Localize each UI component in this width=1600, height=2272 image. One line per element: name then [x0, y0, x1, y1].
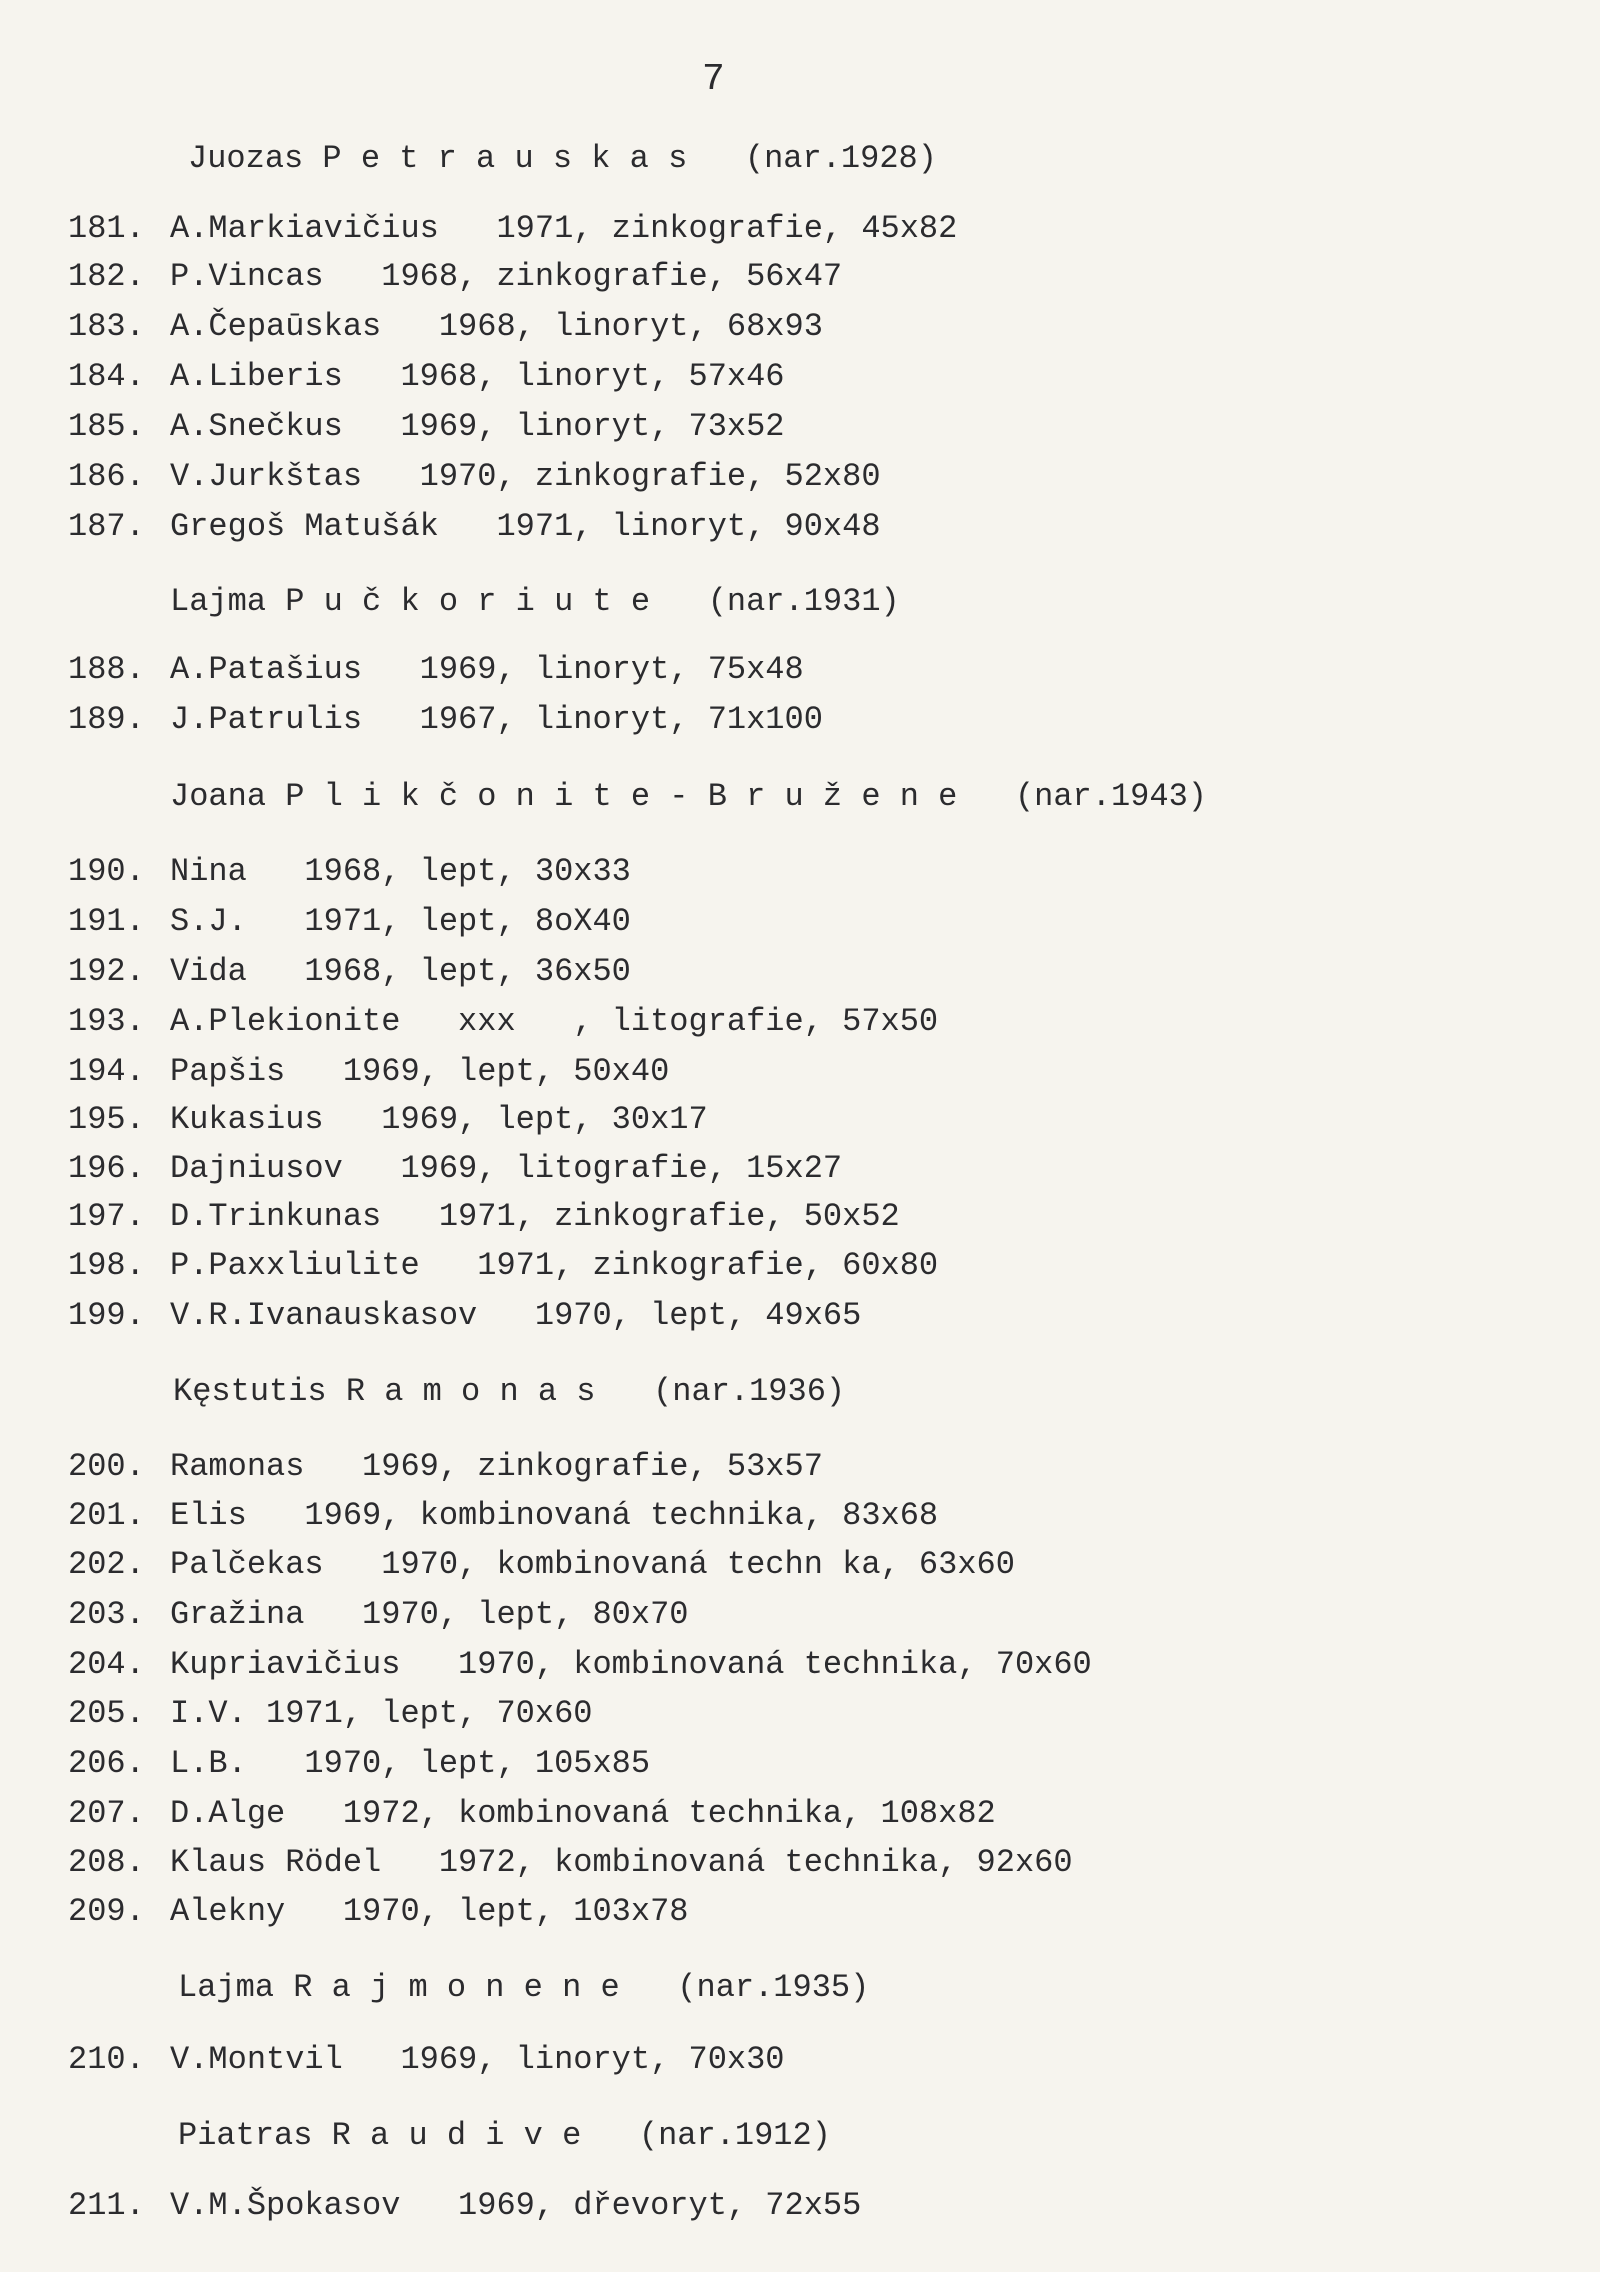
entry-number: 203.	[68, 1596, 145, 1633]
entry-number: 210.	[68, 2041, 145, 2078]
entry-text: Kupriavičius 1970, kombinovaná technika, 70x60	[170, 1646, 1092, 1683]
entry-text: A.Snečkus 1969, linoryt, 73x52	[170, 408, 785, 445]
entry-number: 211.	[68, 2187, 145, 2224]
author-heading: Juozas P e t r a u s k a s (nar.1928)	[188, 140, 937, 177]
entry-number: 182.	[68, 258, 145, 295]
entry-number: 181.	[68, 210, 145, 247]
entry-number: 197.	[68, 1198, 145, 1235]
entry-number: 204.	[68, 1646, 145, 1683]
entry-number: 209.	[68, 1893, 145, 1930]
entry-text: Dajniusov 1969, litografie, 15x27	[170, 1150, 843, 1187]
entry-text: Palčekas 1970, kombinovaná techn ka, 63x60	[170, 1546, 1015, 1583]
entry-text: L.B. 1970, lept, 105x85	[170, 1745, 651, 1782]
entry-text: Gregoš Matušák 1971, linoryt, 90x48	[170, 508, 881, 545]
entry-text: Nina 1968, lept, 30x33	[170, 853, 631, 890]
entry-number: 207.	[68, 1795, 145, 1832]
entry-number: 186.	[68, 458, 145, 495]
entry-text: V.Montvil 1969, linoryt, 70x30	[170, 2041, 785, 2078]
entry-text: Elis 1969, kombinovaná technika, 83x68	[170, 1497, 939, 1534]
entry-text: P.Paxxliulite 1971, zinkografie, 60x80	[170, 1247, 939, 1284]
entry-text: Vida 1968, lept, 36x50	[170, 953, 631, 990]
entry-text: A.Patašius 1969, linoryt, 75x48	[170, 651, 804, 688]
entry-text: S.J. 1971, lept, 8oX40	[170, 903, 631, 940]
entry-number: 184.	[68, 358, 145, 395]
entry-text: J.Patrulis 1967, linoryt, 71x100	[170, 701, 823, 738]
entry-text: D.Alge 1972, kombinovaná technika, 108x82	[170, 1795, 996, 1832]
entry-text: Alekny 1970, lept, 103x78	[170, 1893, 689, 1930]
entry-text: Klaus Rödel 1972, kombinovaná technika, 92x60	[170, 1844, 1073, 1881]
entry-number: 198.	[68, 1247, 145, 1284]
page-number: 7	[702, 58, 725, 101]
entry-number: 202.	[68, 1546, 145, 1583]
entry-number: 194.	[68, 1053, 145, 1090]
author-heading: Piatras R a u d i v e (nar.1912)	[178, 2117, 831, 2154]
entry-number: 189.	[68, 701, 145, 738]
entry-number: 188.	[68, 651, 145, 688]
entry-number: 205.	[68, 1695, 145, 1732]
entry-number: 199.	[68, 1297, 145, 1334]
entry-number: 187.	[68, 508, 145, 545]
entry-number: 193.	[68, 1003, 145, 1040]
entry-text: A.Markiavičius 1971, zinkografie, 45x82	[170, 210, 958, 247]
entry-text: V.R.Ivanauskasov 1970, lept, 49x65	[170, 1297, 862, 1334]
entry-number: 196.	[68, 1150, 145, 1187]
entry-text: A.Čepaūskas 1968, linoryt, 68x93	[170, 308, 823, 345]
entry-text: Ramonas 1969, zinkografie, 53x57	[170, 1448, 823, 1485]
entry-number: 183.	[68, 308, 145, 345]
entry-number: 192.	[68, 953, 145, 990]
entry-number: 201.	[68, 1497, 145, 1534]
entry-text: I.V. 1971, lept, 70x60	[170, 1695, 593, 1732]
entry-text: Kukasius 1969, lept, 30x17	[170, 1101, 708, 1138]
entry-number: 206.	[68, 1745, 145, 1782]
entry-number: 195.	[68, 1101, 145, 1138]
entry-text: V.Jurkštas 1970, zinkografie, 52x80	[170, 458, 881, 495]
entry-text: Papšis 1969, lept, 50x40	[170, 1053, 670, 1090]
entry-number: 190.	[68, 853, 145, 890]
entry-text: V.M.Špokasov 1969, dřevoryt, 72x55	[170, 2187, 862, 2224]
entry-number: 208.	[68, 1844, 145, 1881]
entry-text: A.Plekionite xxx , litografie, 57x50	[170, 1003, 939, 1040]
author-heading: Lajma R a j m o n e n e (nar.1935)	[178, 1969, 870, 2006]
entry-text: D.Trinkunas 1971, zinkografie, 50x52	[170, 1198, 900, 1235]
entry-text: A.Liberis 1968, linoryt, 57x46	[170, 358, 785, 395]
entry-number: 200.	[68, 1448, 145, 1485]
entry-number: 191.	[68, 903, 145, 940]
entry-text: Gražina 1970, lept, 80x70	[170, 1596, 689, 1633]
author-heading: Lajma P u č k o r i u t e (nar.1931)	[170, 583, 900, 620]
entry-text: P.Vincas 1968, zinkografie, 56x47	[170, 258, 843, 295]
author-heading: Kęstutis R a m o n a s (nar.1936)	[173, 1373, 846, 1410]
entry-number: 185.	[68, 408, 145, 445]
author-heading: Joana P l i k č o n i t e - B r u ž e n e (nar.1943)	[170, 778, 1207, 815]
